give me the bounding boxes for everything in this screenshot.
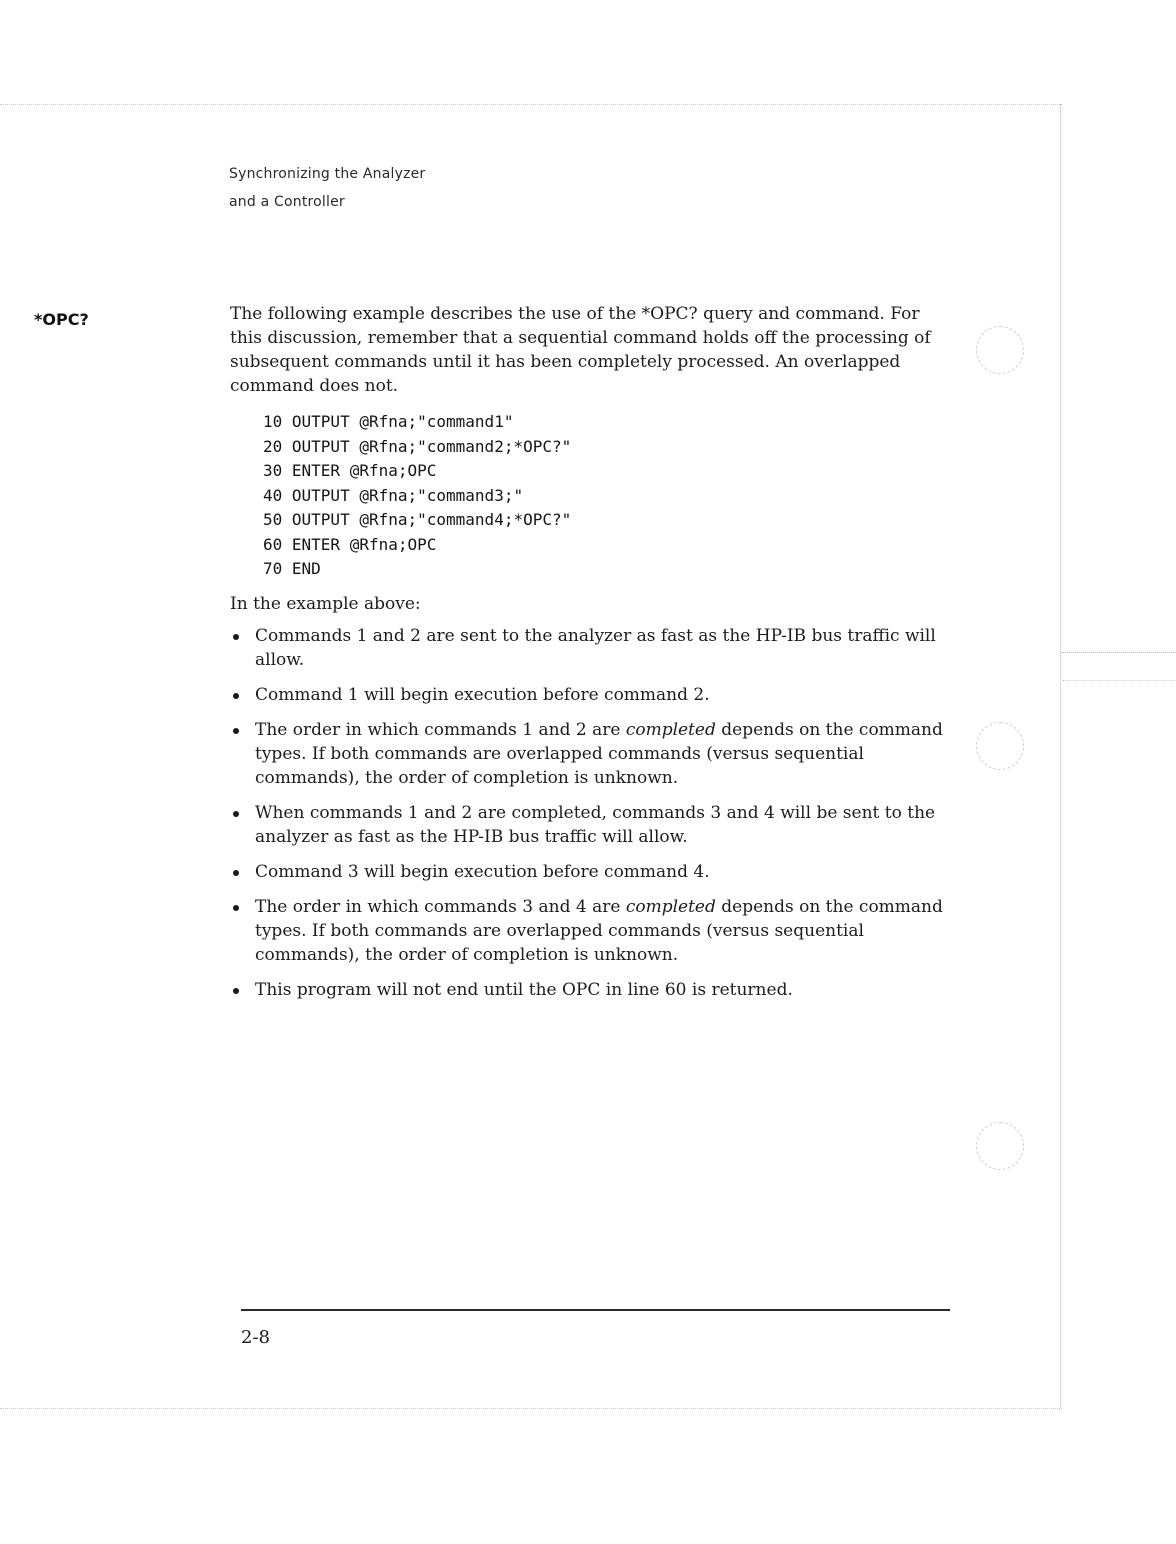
running-header-line: and a Controller — [229, 194, 345, 210]
list-item — [230, 683, 950, 707]
bullet-icon — [233, 728, 239, 734]
page-trim-top — [0, 104, 1062, 105]
section-body — [230, 302, 950, 1013]
running-header — [229, 160, 425, 216]
bullet-text: This program will not end until the OPC in line 60 is returned. — [255, 979, 793, 1000]
bullet-text: Command 1 will begin execution before command 2. — [255, 684, 710, 705]
bullet-text: depends on the command types. If both commands are overlapped commands (versus sequential commands), the order of completion is unknown. — [255, 719, 943, 788]
tab-guide-line — [1062, 652, 1176, 653]
bullet-icon — [233, 634, 239, 640]
binder-hole-icon — [976, 326, 1024, 374]
binder-hole-icon — [976, 722, 1024, 770]
page-number: 2-8 — [241, 1327, 270, 1348]
code-line: 70 END — [263, 559, 321, 578]
bullet-text: When commands 1 and 2 are completed, commands 3 and 4 will be sent to the analyzer as fast as the HP-IB bus traffic will allow. — [255, 802, 936, 847]
list-item — [230, 860, 950, 884]
list-item — [230, 624, 950, 672]
bullet-text: depends on the command types. If both commands are overlapped commands (versus sequential commands), the order of completion is unknown. — [255, 896, 943, 965]
footer-rule — [241, 1309, 950, 1311]
bullet-icon — [233, 811, 239, 817]
bullet-text: Commands 1 and 2 are sent to the analyzer as fast as the HP-IB bus traffic will allow. — [255, 625, 936, 670]
code-line: 60 ENTER @Rfna;OPC — [263, 534, 437, 554]
bullet-icon — [233, 693, 239, 699]
list-item — [230, 801, 950, 849]
code-line: 30 ENTER @Rfna;OPC — [263, 461, 437, 480]
page-trim-right — [1060, 104, 1061, 1408]
code-line: 20 OUTPUT @Rfna;"command2;*OPC?" — [263, 436, 572, 456]
bullet-emphasis: completed — [625, 719, 716, 740]
bullet-list — [230, 624, 950, 1002]
list-item — [230, 978, 950, 1002]
page-trim-bottom — [0, 1408, 1062, 1409]
code-listing — [263, 410, 950, 582]
bullet-text: Command 3 will begin execution before command 4. — [255, 861, 710, 882]
list-item — [230, 895, 950, 967]
bullet-icon — [233, 988, 239, 994]
list-item — [230, 718, 950, 790]
tab-guide-line — [1062, 680, 1176, 681]
bullet-icon — [233, 870, 239, 876]
intro-paragraph: The following example describes the use of the *OPC? query and command. For this discussion, remember that a sequential command holds off the processing of subsequent commands until it has been completely processed. An overlapped command does not. — [230, 304, 931, 396]
bullet-icon — [233, 905, 239, 911]
bullet-emphasis: completed — [625, 896, 716, 917]
bullet-text: The order in which commands 3 and 4 are — [255, 896, 626, 917]
bullet-text: The order in which commands 1 and 2 are — [255, 719, 626, 740]
binder-hole-icon — [976, 1122, 1024, 1170]
code-line: 50 OUTPUT @Rfna;"command4;*OPC?" — [263, 510, 572, 529]
section-heading: *OPC? — [34, 310, 89, 329]
lead-in-text: In the example above: — [230, 593, 421, 614]
running-header-line: Synchronizing the Analyzer — [229, 166, 426, 182]
code-line: 40 OUTPUT @Rfna;"command3;" — [263, 485, 524, 505]
code-line: 10 OUTPUT @Rfna;"command1" — [263, 412, 514, 431]
